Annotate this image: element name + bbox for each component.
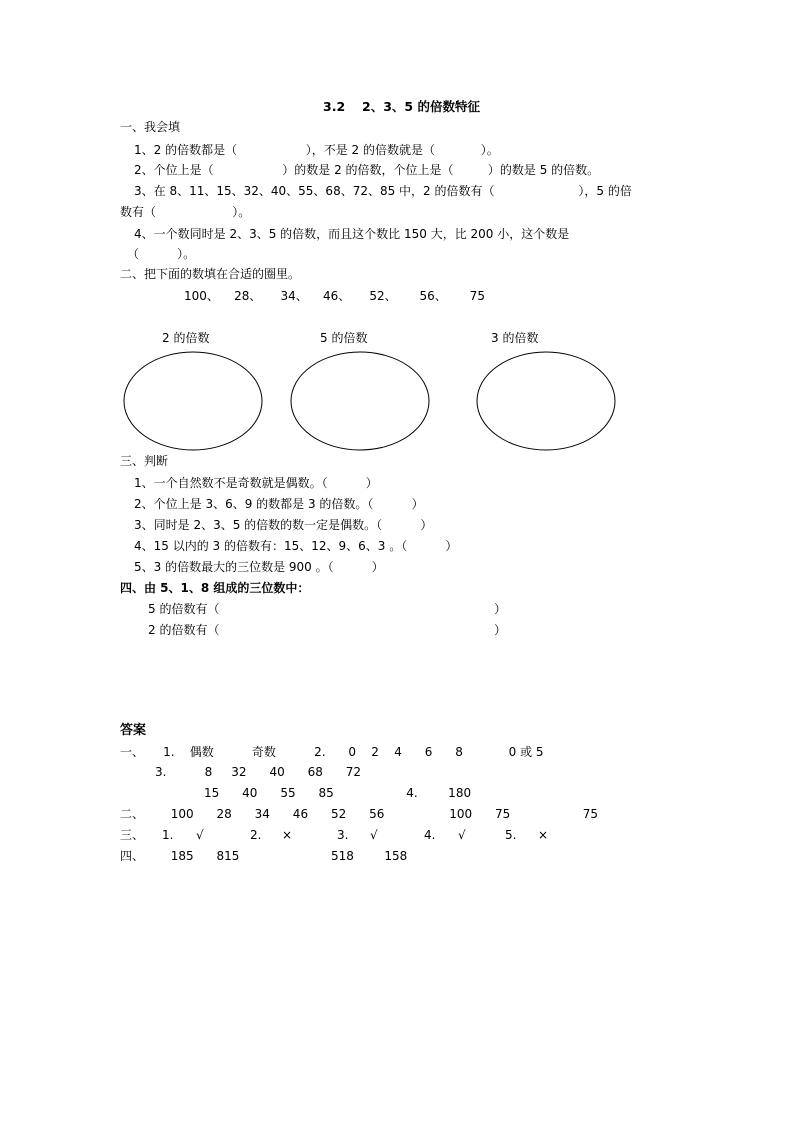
answer-judge-mark-2: × [282, 828, 293, 842]
oval-multiples-of-2 [124, 352, 262, 450]
answer-judge-item-2: 2. [250, 828, 262, 842]
oval-multiples-of-3 [477, 352, 615, 450]
answer-row-4: 二、 100 28 34 46 52 56 100 75 75 [120, 807, 599, 821]
circle-label-3: 3 的倍数 [491, 331, 539, 345]
circle-label-5: 5 的倍数 [320, 331, 368, 345]
answer-row-1: 一、 1. 偶数 奇数 2. 0 2 4 6 8 0 或 5 [120, 745, 544, 759]
judge-question-4: 4、15 以内的 3 的倍数有：15、12、9、6、3 。（ ） [134, 539, 458, 553]
answer-judge-mark-4: √ [458, 828, 466, 842]
answer-row-5-prefix: 三、 [120, 828, 145, 842]
answer-judge-item-4: 4. [424, 828, 436, 842]
judge-question-1: 1、一个自然数不是奇数就是偶数。（ ） [134, 476, 378, 490]
answer-judge-mark-5: × [538, 828, 549, 842]
section1-heading: 一、我会填 [120, 120, 181, 134]
oval-multiples-of-5 [291, 352, 429, 450]
judge-question-2: 2、个位上是 3、6、9 的数都是 3 的倍数。（ ） [134, 497, 424, 511]
answers-heading: 答案 [120, 723, 147, 738]
numbers-list: 100、 28、 34、 46、 52、 56、 75 [184, 289, 485, 303]
section3-heading: 三、判断 [120, 454, 169, 468]
answer-judge-mark-1: √ [196, 828, 204, 842]
answer-row-6: 四、 185 815 518 158 [120, 849, 408, 863]
fill-question-1: 1、2 的倍数都是（ ），不是 2 的倍数就是（ ）。 [134, 143, 499, 157]
answer-judge-item-3: 3. [337, 828, 349, 842]
compose-question-1: 5 的倍数有（ ） [148, 602, 507, 616]
fill-question-3a: 3、在 8、11、15、32、40、55、68、72、85 中，2 的倍数有（ ），5 的倍 [134, 184, 632, 198]
judge-question-3: 3、同时是 2、3、5 的倍数的数一定是偶数。（ ） [134, 518, 433, 532]
section4-heading: 四、由 5、1、8 组成的三位数中： [120, 581, 310, 595]
circle-label-2: 2 的倍数 [162, 331, 210, 345]
fill-question-4b: （ ）。 [127, 247, 196, 261]
answer-judge-mark-3: √ [370, 828, 378, 842]
fill-question-3b: 数有（ ）。 [120, 205, 251, 219]
fill-question-2: 2、个位上是（ ）的数是 2 的倍数，个位上是（ ）的数是 5 的倍数。 [134, 163, 600, 177]
fill-question-4a: 4、一个数同时是 2、3、5 的倍数，而且这个数比 150 大，比 200 小，这个数是 [134, 227, 570, 241]
judge-question-5: 5、3 的倍数最大的三位数是 900 。（ ） [134, 560, 384, 574]
answer-judge-item-5: 5. [505, 828, 517, 842]
compose-question-2: 2 的倍数有（ ） [148, 623, 507, 637]
answer-row-2: 3. 8 32 40 68 72 [155, 765, 362, 779]
answer-judge-item-1: 1. [162, 828, 174, 842]
section2-heading: 二、把下面的数填在合适的圈里。 [120, 267, 301, 281]
answer-row-3: 15 40 55 85 4. 180 [204, 786, 472, 800]
page-title: 3.2 2、3、5 的倍数特征 [323, 99, 480, 114]
